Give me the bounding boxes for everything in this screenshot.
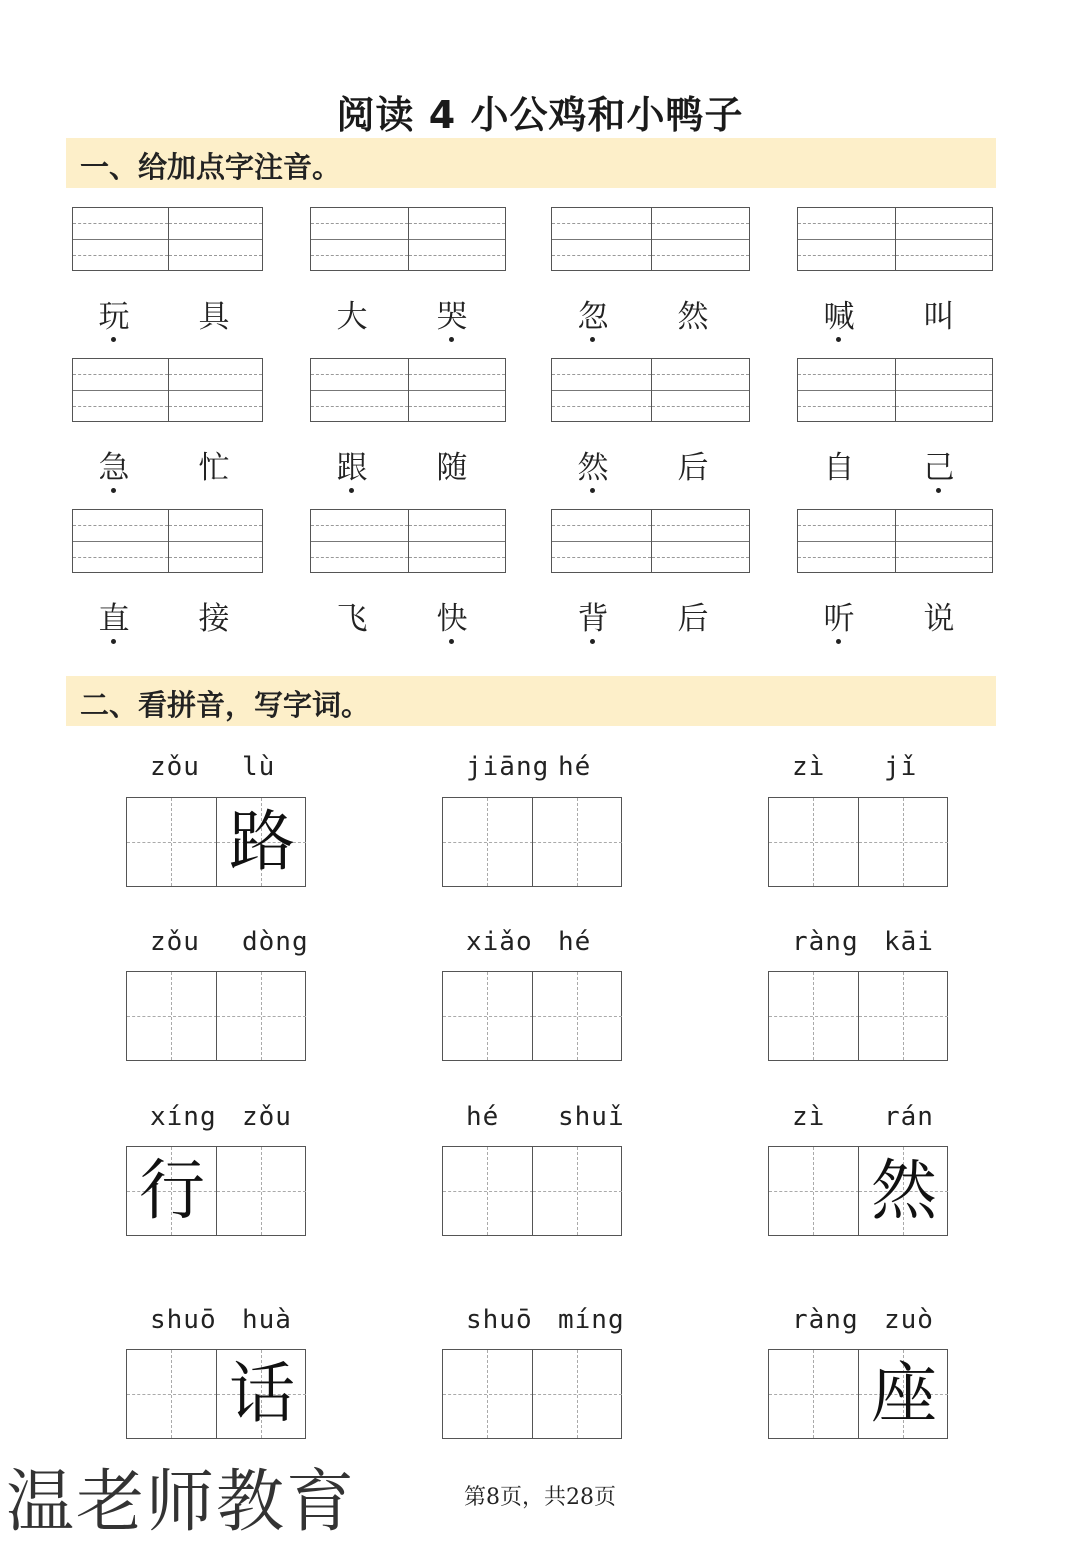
pinyin-box-right[interactable] — [168, 359, 263, 421]
tian-cell[interactable] — [858, 798, 948, 886]
filled-character — [769, 798, 859, 886]
pinyin-answer-box[interactable] — [310, 207, 506, 271]
word-character: 具 — [198, 299, 230, 335]
character-writing-grid[interactable] — [768, 1146, 948, 1236]
word-character: 然 — [573, 442, 613, 487]
tian-cell[interactable] — [769, 1350, 859, 1438]
tian-cell[interactable] — [216, 972, 306, 1060]
character-writing-grid[interactable] — [768, 971, 948, 1061]
emphasis-dot — [111, 639, 116, 644]
pinyin-box-left[interactable] — [73, 208, 168, 270]
filled-character — [769, 972, 859, 1060]
pinyin-label: jiāng — [466, 752, 550, 782]
character-writing-grid[interactable] — [442, 971, 622, 1061]
filled-character — [533, 798, 623, 886]
emphasis-dot — [111, 488, 116, 493]
word-character: 背 — [573, 593, 613, 638]
character-writing-grid[interactable] — [126, 1146, 306, 1236]
emphasis-dot — [590, 639, 595, 644]
character-writing-grid[interactable] — [126, 971, 306, 1061]
pinyin-answer-box[interactable] — [72, 358, 263, 422]
emphasis-dot — [111, 337, 116, 342]
filled-character — [769, 1147, 859, 1235]
pinyin-label: xíng — [150, 1102, 217, 1132]
pinyin-box-right[interactable] — [168, 208, 263, 270]
word-character: 自 — [823, 450, 855, 486]
pinyin-label: xiǎo — [466, 927, 533, 957]
page-number: 第8页，共28页 — [464, 1485, 616, 1510]
filled-character — [859, 798, 949, 886]
pinyin-box-right[interactable] — [168, 510, 263, 572]
filled-character: 座 — [871, 1355, 937, 1432]
pinyin-label: kāi — [884, 927, 934, 957]
pinyin-box-left[interactable] — [798, 359, 895, 421]
filled-character — [769, 1350, 859, 1438]
filled-character — [443, 972, 533, 1060]
emphasis-dot — [590, 488, 595, 493]
pinyin-answer-box[interactable] — [72, 509, 263, 573]
word-character: 接 — [198, 601, 230, 637]
pinyin-box-left[interactable] — [552, 359, 651, 421]
page-title: 阅读 4 小公鸡和小鸭子 — [336, 93, 744, 137]
tian-cell[interactable] — [532, 1350, 622, 1438]
pinyin-box-left[interactable] — [552, 208, 651, 270]
filled-character — [127, 1350, 217, 1438]
filled-character — [217, 972, 307, 1060]
tian-cell[interactable] — [127, 798, 217, 886]
pinyin-label: zǒu — [150, 927, 200, 957]
character-writing-grid[interactable] — [126, 797, 306, 887]
filled-character — [533, 972, 623, 1060]
watermark: 温老师教育 — [6, 1463, 357, 1542]
tian-cell[interactable] — [532, 972, 622, 1060]
word-character: 急 — [94, 442, 134, 487]
pinyin-label: ràng — [792, 1305, 859, 1335]
word-character: 飞 — [336, 601, 368, 637]
pinyin-answer-box[interactable] — [551, 207, 750, 271]
pinyin-box-right[interactable] — [895, 510, 992, 572]
word-character: 己 — [919, 442, 959, 487]
pinyin-label: hé — [558, 752, 592, 782]
tian-cell[interactable] — [216, 1147, 306, 1235]
pinyin-answer-box[interactable] — [797, 509, 993, 573]
section1-heading-band — [66, 138, 996, 188]
pinyin-label: shuǐ — [558, 1102, 625, 1132]
word-character: 玩 — [94, 291, 134, 336]
word-character: 大 — [336, 299, 368, 335]
pinyin-box-right[interactable] — [895, 359, 992, 421]
filled-character: 话 — [229, 1355, 295, 1432]
tian-cell[interactable] — [858, 1147, 948, 1235]
filled-character — [127, 972, 217, 1060]
tian-cell[interactable] — [769, 1147, 859, 1235]
pinyin-box-right[interactable] — [651, 208, 750, 270]
filled-character: 行 — [139, 1152, 205, 1229]
pinyin-label: hé — [558, 927, 592, 957]
tian-cell[interactable] — [127, 1147, 217, 1235]
pinyin-label: ràng — [792, 927, 859, 957]
emphasis-dot — [449, 639, 454, 644]
word-character: 喊 — [819, 291, 859, 336]
word-character: 随 — [436, 450, 468, 486]
character-writing-grid[interactable] — [768, 1349, 948, 1439]
pinyin-box-left[interactable] — [73, 510, 168, 572]
pinyin-box-right[interactable] — [651, 359, 750, 421]
pinyin-box-left[interactable] — [311, 359, 408, 421]
pinyin-label: zǒu — [242, 1102, 292, 1132]
filled-character — [859, 972, 949, 1060]
pinyin-label: zì — [792, 1102, 826, 1132]
section1-heading: 一、给加点字注音。 — [80, 150, 342, 184]
tian-cell[interactable] — [858, 972, 948, 1060]
tian-cell[interactable] — [532, 798, 622, 886]
tian-cell[interactable] — [769, 972, 859, 1060]
pinyin-answer-box[interactable] — [797, 358, 993, 422]
emphasis-dot — [449, 337, 454, 342]
word-character: 快 — [432, 593, 472, 638]
pinyin-box-left[interactable] — [73, 359, 168, 421]
pinyin-label: shuō — [150, 1305, 217, 1335]
section2-heading-band — [66, 676, 996, 726]
word-character: 叫 — [923, 299, 955, 335]
filled-character — [533, 1147, 623, 1235]
pinyin-box-left[interactable] — [552, 510, 651, 572]
tian-cell[interactable] — [443, 1147, 533, 1235]
tian-cell[interactable] — [216, 1350, 306, 1438]
character-writing-grid[interactable] — [768, 797, 948, 887]
character-writing-grid[interactable] — [442, 797, 622, 887]
emphasis-dot — [836, 337, 841, 342]
pinyin-label: jǐ — [884, 752, 918, 782]
filled-character: 路 — [229, 803, 295, 880]
pinyin-label: hé — [466, 1102, 500, 1132]
filled-character — [443, 798, 533, 886]
tian-cell[interactable] — [127, 972, 217, 1060]
pinyin-answer-box[interactable] — [310, 509, 506, 573]
tian-cell[interactable] — [769, 798, 859, 886]
word-character: 忙 — [198, 450, 230, 486]
word-character: 直 — [94, 593, 134, 638]
character-writing-grid[interactable] — [442, 1146, 622, 1236]
pinyin-answer-box[interactable] — [551, 358, 750, 422]
pinyin-box-right[interactable] — [408, 510, 505, 572]
filled-character — [127, 798, 217, 886]
tian-cell[interactable] — [443, 1350, 533, 1438]
pinyin-label: shuō — [466, 1305, 533, 1335]
pinyin-answer-box[interactable] — [310, 358, 506, 422]
tian-cell[interactable] — [532, 1147, 622, 1235]
pinyin-answer-box[interactable] — [72, 207, 263, 271]
section2-heading: 二、看拼音，写字词。 — [80, 688, 371, 722]
emphasis-dot — [836, 639, 841, 644]
filled-character: 然 — [871, 1152, 937, 1229]
pinyin-label: zì — [792, 752, 826, 782]
character-writing-grid[interactable] — [126, 1349, 306, 1439]
word-character: 说 — [923, 601, 955, 637]
pinyin-answer-box[interactable] — [797, 207, 993, 271]
pinyin-answer-box[interactable] — [551, 509, 750, 573]
pinyin-label: rán — [884, 1102, 934, 1132]
tian-cell[interactable] — [127, 1350, 217, 1438]
emphasis-dot — [349, 488, 354, 493]
pinyin-box-right[interactable] — [408, 208, 505, 270]
character-writing-grid[interactable] — [442, 1349, 622, 1439]
emphasis-dot — [936, 488, 941, 493]
pinyin-box-right[interactable] — [895, 208, 992, 270]
pinyin-label: huà — [242, 1305, 292, 1335]
pinyin-label: zuò — [884, 1305, 934, 1335]
pinyin-box-left[interactable] — [798, 208, 895, 270]
pinyin-label: dòng — [242, 927, 309, 957]
word-character: 后 — [677, 450, 709, 486]
word-character: 听 — [819, 593, 859, 638]
emphasis-dot — [590, 337, 595, 342]
word-character: 跟 — [332, 442, 372, 487]
filled-character — [533, 1350, 623, 1438]
tian-cell[interactable] — [443, 798, 533, 886]
pinyin-box-left[interactable] — [798, 510, 895, 572]
word-character: 忽 — [573, 291, 613, 336]
pinyin-box-left[interactable] — [311, 208, 408, 270]
filled-character — [443, 1147, 533, 1235]
pinyin-label: zǒu — [150, 752, 200, 782]
tian-cell[interactable] — [216, 798, 306, 886]
tian-cell[interactable] — [858, 1350, 948, 1438]
pinyin-label: lù — [242, 752, 276, 782]
pinyin-label: míng — [558, 1305, 625, 1335]
pinyin-box-right[interactable] — [651, 510, 750, 572]
filled-character — [443, 1350, 533, 1438]
word-character: 然 — [677, 299, 709, 335]
tian-cell[interactable] — [443, 972, 533, 1060]
word-character: 后 — [677, 601, 709, 637]
word-character: 哭 — [432, 291, 472, 336]
pinyin-box-right[interactable] — [408, 359, 505, 421]
pinyin-box-left[interactable] — [311, 510, 408, 572]
filled-character — [217, 1147, 307, 1235]
